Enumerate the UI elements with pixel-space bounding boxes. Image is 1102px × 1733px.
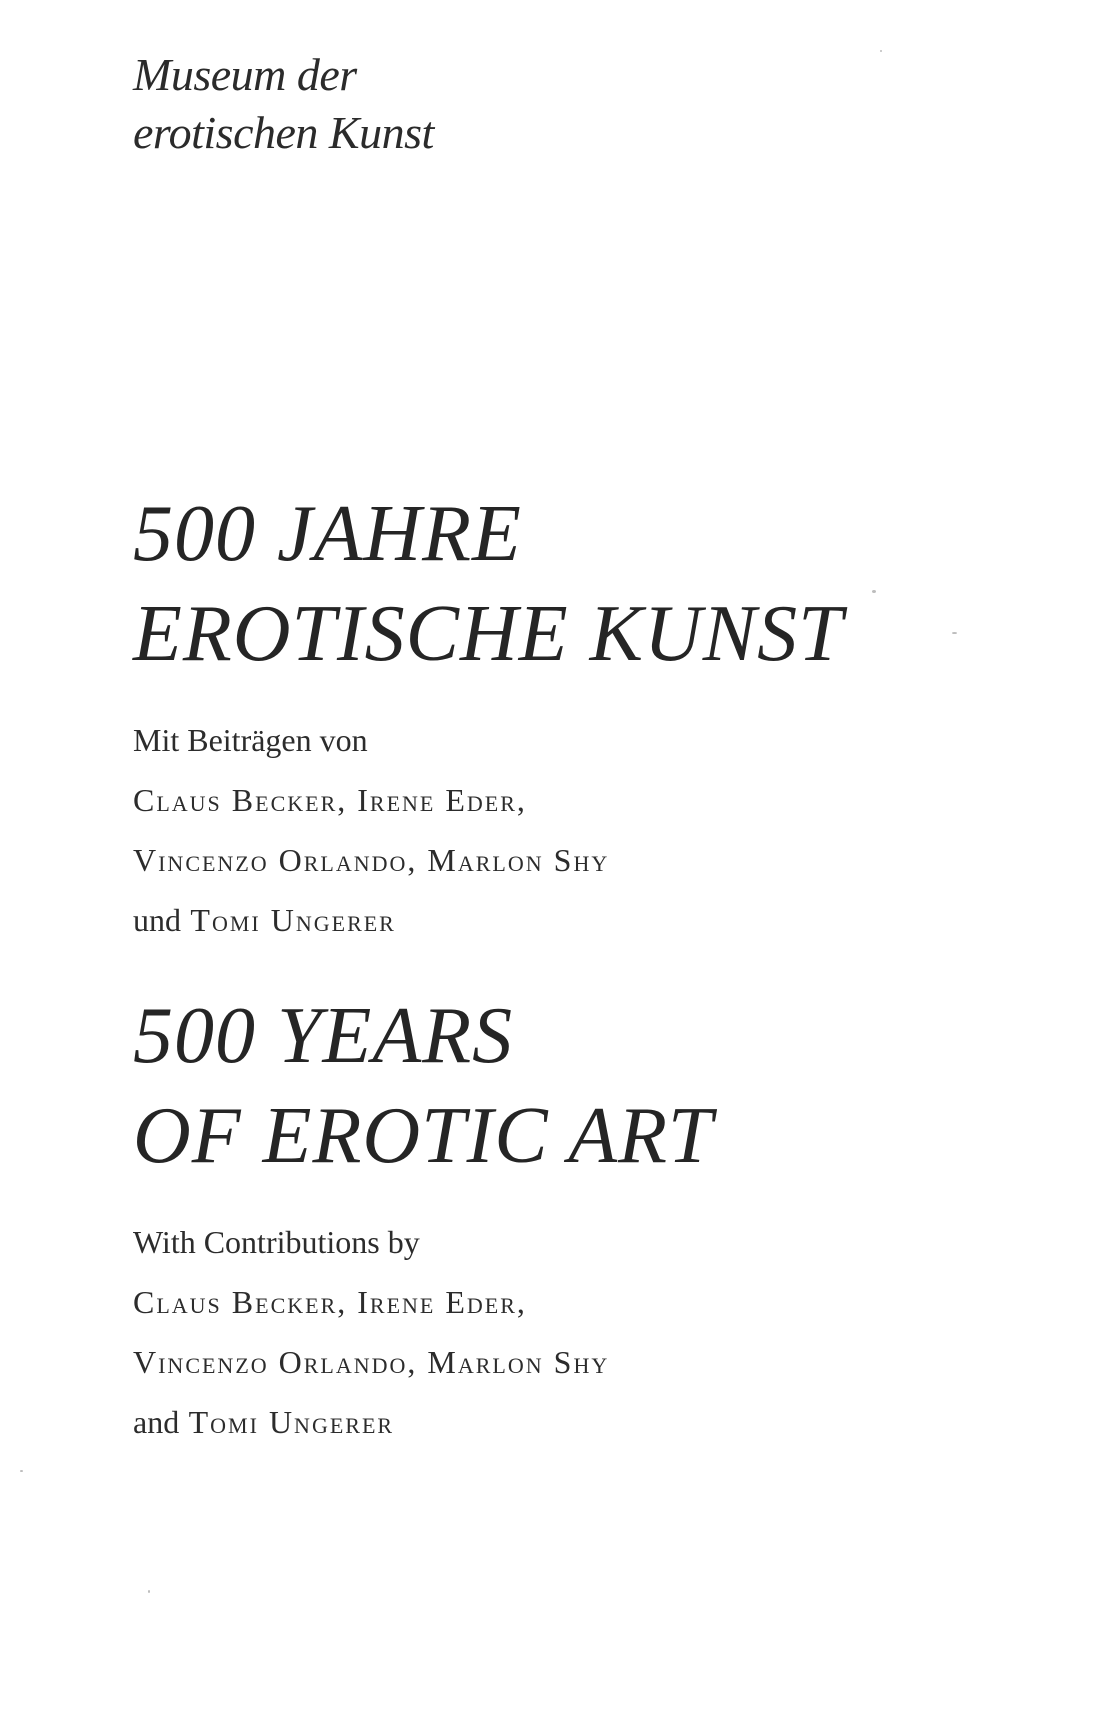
scan-speck	[148, 1590, 150, 1593]
german-last-contributor: Tomi Ungerer	[190, 902, 396, 938]
german-contributors-line-3	[133, 890, 844, 950]
english-conjunction: and	[133, 1404, 180, 1440]
scan-speck	[952, 632, 957, 634]
english-last-contributor: Tomi Ungerer	[188, 1404, 395, 1440]
german-contributors-intro: Mit Beiträgen von	[133, 722, 368, 758]
scan-speck	[880, 50, 882, 52]
scan-speck	[872, 590, 876, 593]
english-title-line-1: 500 YEARS	[133, 992, 514, 1080]
german-title-line-2: EROTISCHE KUNST	[133, 590, 844, 678]
german-conjunction: und	[133, 902, 181, 938]
english-title-block	[133, 986, 713, 1452]
german-contributors-line-2: Vincenzo Orlando, Marlon Shy	[133, 842, 610, 878]
german-contributors-line-1: Claus Becker, Irene Eder,	[133, 782, 527, 818]
publisher-name	[133, 46, 434, 162]
german-title-block	[133, 484, 844, 950]
publisher-line-1: Museum der	[133, 49, 357, 100]
scan-speck	[20, 1470, 23, 1472]
english-contributors-line-2: Vincenzo Orlando, Marlon Shy	[133, 1344, 610, 1380]
english-title-line-2: OF EROTIC ART	[133, 1092, 714, 1180]
publisher-line-2: erotischen Kunst	[133, 107, 434, 158]
english-contributors-intro: With Contributions by	[133, 1224, 420, 1260]
english-contributors-line-3	[133, 1392, 713, 1452]
english-contributors-line-1: Claus Becker, Irene Eder,	[133, 1284, 527, 1320]
german-title-line-1: 500 JAHRE	[133, 490, 522, 578]
